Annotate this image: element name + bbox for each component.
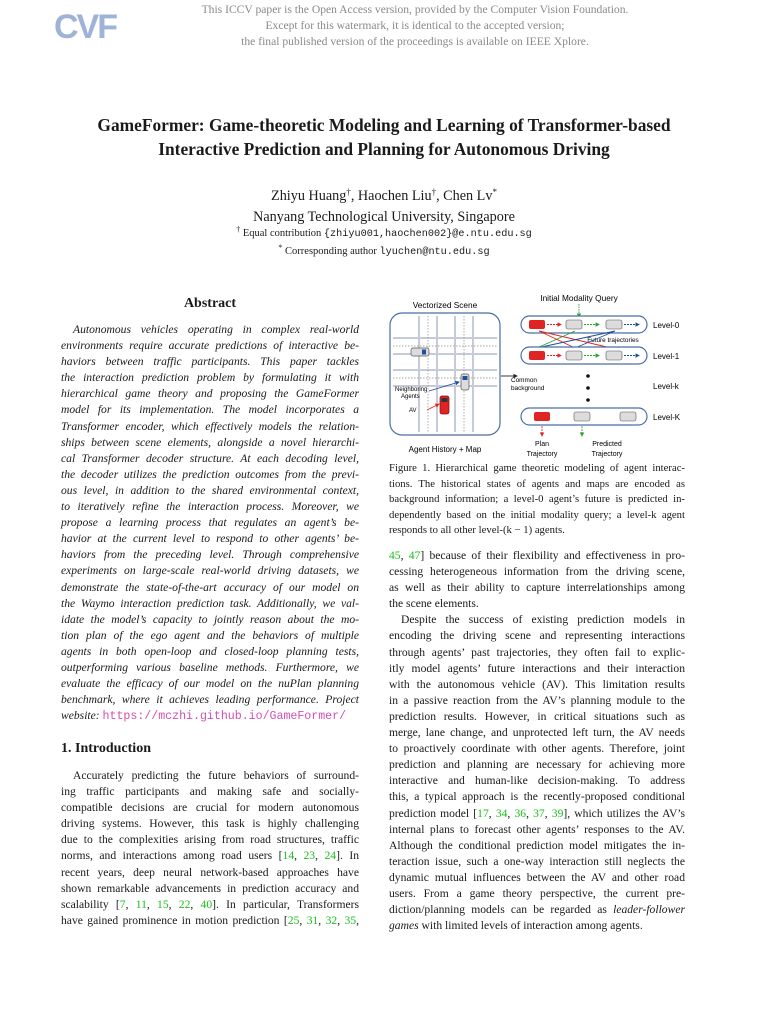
text-run: ] because of their flexibility and effectiveness in pro- xyxy=(420,549,686,562)
text-line: ous level, in addition to the shared environmental context, xyxy=(61,483,359,497)
author-name: Haochen Liu xyxy=(357,188,432,204)
level-0-label: Level-0 xyxy=(653,321,680,330)
text-line: cal Transformer decoder structure. At each decoding level, xyxy=(61,451,359,465)
author-separator: , xyxy=(436,188,444,204)
citation-link[interactable]: 25 xyxy=(287,913,300,927)
level-K-label: Level-K xyxy=(653,413,681,422)
text-line: this, a typical approach is the recently-proposed conditional xyxy=(389,790,685,804)
text-run: , xyxy=(356,913,360,927)
ellipsis-dots xyxy=(586,374,590,402)
text-line: encoding the driving scene and representing interactions xyxy=(389,629,685,643)
text-line: prediction results. However, in critical situations such as xyxy=(389,709,685,723)
text-line: haviors from the preceding level. Through comprehensive xyxy=(61,548,359,562)
text-line: Despite the success of existing prediction models in xyxy=(401,613,685,627)
text-line: the interaction prediction problem by formulating it with xyxy=(61,371,359,385)
email-address[interactable]: lyuchen@ntu.edu.sg xyxy=(379,247,490,258)
project-website-link[interactable]: https://mczhi.github.io/GameFormer/ xyxy=(102,710,347,724)
future-trajectories-label: Future trajectories xyxy=(587,337,639,344)
vectorized-scene-label: Vectorized Scene xyxy=(412,300,478,310)
text-line: scalability [7, 11, 15, 22, 40]. In particular, Transformers xyxy=(61,897,359,911)
caption-line: dependently based on the initial modality query; a level-k agent xyxy=(389,508,685,521)
equal-contribution-note xyxy=(40,227,728,242)
text-run: ], which utilizes the AV’s xyxy=(563,806,686,820)
common-background-label: background xyxy=(511,385,545,392)
text-run: prediction model [ xyxy=(389,806,478,820)
text-line: Autonomous vehicles operating in complex real-world xyxy=(73,323,359,336)
text-line xyxy=(389,918,685,934)
av-label: AV xyxy=(409,408,417,414)
citation-link[interactable]: 7 xyxy=(119,897,126,911)
emphasis-text: leader-follower xyxy=(613,903,685,917)
citation-link[interactable]: 32 xyxy=(325,913,338,927)
text-run: scalability [ xyxy=(61,897,120,911)
caption-line: background information; a level-0 agent’s future is predicted in- xyxy=(389,493,685,505)
text-line: the Waymo interaction prediction task. Additionally, we val- xyxy=(61,596,359,610)
neighboring-agents-label: Agents xyxy=(401,394,420,400)
text-run: norms, and interactions among road users [ xyxy=(61,849,283,863)
paper-title xyxy=(40,113,728,161)
level-k-label: Level-k xyxy=(653,382,679,391)
text-line: users. From a game theory perspective, the current pre- xyxy=(389,886,685,900)
predicted-trajectory-label: Trajectory xyxy=(591,451,623,458)
text-line: to proactively coordinate with other agents. Therefore, joint xyxy=(389,742,685,756)
text-line xyxy=(61,708,359,724)
text-line: experiments on large-scale real-world driving datasets, we xyxy=(61,564,359,578)
author-block xyxy=(40,186,728,228)
text-line: compatible decisions are crucial for modern autonomous xyxy=(61,801,359,815)
equal-mark: † xyxy=(346,187,351,197)
abstract-heading: Abstract xyxy=(183,296,237,311)
text-line: evaluate the efficacy of our model on the nuPlan planning xyxy=(61,677,359,691)
title-line: GameFormer: Game-theoretic Modeling and Learning of Transformer-based xyxy=(97,115,671,135)
agent-history-map-label: Agent History + Map xyxy=(408,445,482,454)
citation-link[interactable]: 14 xyxy=(282,849,295,863)
text-run: have gained prominence in motion prediction [ xyxy=(61,913,288,927)
citation-link[interactable]: 35 xyxy=(344,913,357,927)
text-line: havior at the current level to respond to other agents’ be- xyxy=(61,532,359,546)
text-line: itly model agents’ future interactions and their interaction xyxy=(389,661,685,675)
text-run: ]. In particular, Transformers xyxy=(212,897,359,911)
citation-link[interactable]: 47 xyxy=(408,549,421,562)
text-line: teraction issue, such a one-way interaction still neglects the xyxy=(389,854,685,868)
author-separator: , xyxy=(350,188,358,204)
text-line: hierarchical game theory and proposing the GameFormer xyxy=(61,387,359,401)
text-line: interactive and human-like decision-making. To address xyxy=(389,774,685,788)
text-line: prediction and planning are necessary for achieving more xyxy=(389,758,685,772)
watermark-line: Except for this watermark, it is identical to the accepted version; xyxy=(265,19,565,32)
email-address[interactable]: {zhiyu001,haochen002}@e.ntu.edu.sg xyxy=(323,229,532,240)
text-line: benchmark, where it achieves leading performance. Project xyxy=(61,693,359,707)
text-line: the decoder utilizes the prediction outcomes from the previ- xyxy=(61,467,359,481)
cvf-logo xyxy=(52,6,140,44)
title-line: Interactive Prediction and Planning for Autonomous Driving xyxy=(158,139,610,159)
author-list xyxy=(40,186,728,207)
text-line: Accurately predicting the future behaviors of surround- xyxy=(73,769,359,782)
text-line: recent years, deep neural network-based approaches have xyxy=(61,865,359,879)
initial-modality-query-label: Initial Modality Query xyxy=(540,293,618,303)
text-line: in a passive reaction from the AV’s planning module to the xyxy=(389,693,685,707)
text-line: idate the model’s capacity to jointly reason about the mo- xyxy=(61,612,359,626)
text-run: ]. In xyxy=(336,849,359,863)
caption-line: tions. The historical states of agents and maps are encoded as xyxy=(389,477,685,490)
text-line: haviors between traffic participants. This paper tackles xyxy=(61,355,359,369)
text-line: have gained prominence in motion prediction [25, 31, 32, 35, xyxy=(61,913,360,927)
corresponding-author-note xyxy=(40,245,728,260)
text-line: merge, lane change, and unprotected left turn, the AV needs xyxy=(389,726,685,740)
website-label: website: xyxy=(61,709,100,723)
text-line: Although the conditional prediction model mitigates the in- xyxy=(389,838,685,852)
text-line: dynamic mutual influences between the AV and other road xyxy=(389,870,685,884)
svg-text:CVF: CVF xyxy=(54,8,116,44)
footnote-mark: † xyxy=(236,225,241,234)
citation-link[interactable]: 22 xyxy=(178,897,191,911)
watermark-line: the final published version of the proceedings is available on IEEE Xplore. xyxy=(241,35,589,48)
text-line: cessing heterogeneous information from the driving scene, xyxy=(389,565,685,579)
neighbor-car-icon xyxy=(411,348,429,356)
level-1-label: Level-1 xyxy=(653,352,680,361)
text-line: to iteratively refine the interaction process. Moreover, we xyxy=(61,500,359,514)
text-line: propose a learning process that regulates an agent’s be- xyxy=(61,516,359,530)
figure-1-diagram xyxy=(389,290,687,462)
text-line: outperforming various baseline methods. Furthermore, we xyxy=(61,660,359,674)
open-access-watermark xyxy=(160,2,670,50)
text-line: the scene elements. xyxy=(389,597,479,611)
citation-link[interactable]: 45 xyxy=(389,549,401,562)
author-name: Chen Lv xyxy=(443,188,493,204)
text-line: model for its implementation. The model incorporates a xyxy=(61,403,359,417)
text-line: shown remarkable advancements in prediction accuracy and xyxy=(61,881,359,895)
watermark-line: This ICCV paper is the Open Access version, provided by the Computer Vision Foundation. xyxy=(201,3,629,16)
citation-link[interactable]: 34 xyxy=(495,806,508,820)
citation-link[interactable]: 39 xyxy=(551,806,564,820)
author-name: Zhiyu Huang xyxy=(271,188,347,204)
corresponding-mark: * xyxy=(492,187,497,197)
ego-car-icon xyxy=(440,396,449,414)
citation-link[interactable]: 11 xyxy=(135,897,147,911)
introduction-text-continued xyxy=(389,548,685,934)
citation-link[interactable]: 23 xyxy=(303,849,316,863)
text-line: internal plans to forecast other agents’ responses to the AV. xyxy=(389,822,685,836)
neighboring-agents-label: Neighboring xyxy=(395,387,428,393)
text-line: as well as their ability to capture interrelationships among xyxy=(389,581,685,595)
text-run: with limited levels of interaction among agents. xyxy=(418,919,643,933)
neighbor-car-icon xyxy=(461,374,469,390)
scene-box xyxy=(390,313,500,435)
text-line: norms, and interactions among road users [14, 23, 24]. In xyxy=(61,849,359,863)
note-text: Corresponding author xyxy=(285,246,377,257)
text-line: demonstrate the state-of-the-art accuracy of our model on xyxy=(61,580,359,594)
text-run: diction/planning models can be regarded as xyxy=(389,903,607,917)
text-line: Transformer encoder, which effectively models the relation- xyxy=(61,419,359,433)
level-0-agents xyxy=(529,320,622,329)
emphasis-text: games xyxy=(389,919,419,933)
text-line: ships between scene elements, alongside a novel hierarchi- xyxy=(61,435,359,449)
citation-link[interactable]: 17 xyxy=(477,806,489,820)
citation-link[interactable]: 36 xyxy=(514,806,527,820)
caption-line: Figure 1. Hierarchical game theoretic modeling of agent interac- xyxy=(389,462,685,474)
citation-link[interactable]: 15 xyxy=(157,897,169,911)
citation-link[interactable]: 31 xyxy=(306,913,319,927)
equal-mark: † xyxy=(431,187,437,197)
text-line xyxy=(389,902,685,918)
note-text: Equal contribution xyxy=(242,228,322,239)
level-1-agents xyxy=(529,351,622,360)
text-line: prediction model [17, 34, 36, 37, 39], which utilizes the AV’s xyxy=(389,806,686,820)
abstract-text xyxy=(61,322,359,724)
text-line: driving systems. However, this task is highly challenging xyxy=(61,817,359,831)
introduction-text xyxy=(61,768,359,929)
text-line: environments require accurate predictions of interactive be- xyxy=(61,339,359,353)
text-line: ing traffic participants and making safe and socially- xyxy=(61,785,359,799)
caption-line: responds to all other level-(k − 1) agents. xyxy=(389,524,565,536)
citation-link[interactable]: 40 xyxy=(200,897,213,911)
citation-link[interactable]: 24 xyxy=(324,849,337,863)
text-line: due to the complexities arising from road structures, traffic xyxy=(61,833,359,847)
plan-trajectory-label: Trajectory xyxy=(526,451,558,458)
level-K-agents xyxy=(534,412,636,421)
citation-link[interactable]: 37 xyxy=(533,806,545,820)
common-background-label: Common xyxy=(511,377,537,384)
text-line: with the autonomous vehicle (AV). This limitation results xyxy=(389,677,685,691)
figure-1-caption xyxy=(389,461,685,539)
section-heading-introduction: 1. Introduction xyxy=(61,741,151,756)
text-line: agents in both open-loop and closed-loop planning tests, xyxy=(61,644,359,658)
text-line: tion plan of the ego agent and the behaviors of multiple xyxy=(61,628,359,642)
footnote-mark: * xyxy=(278,243,283,252)
plan-trajectory-label: Plan xyxy=(534,441,550,448)
predicted-trajectory-label: Predicted xyxy=(592,441,622,448)
affiliation: Nanyang Technological University, Singapore xyxy=(253,209,515,225)
text-line: 45, 47] because of their flexibility and effectiveness in pro- xyxy=(389,549,686,562)
text-line: through agents’ past trajectories, they often fail to explic- xyxy=(389,645,685,659)
